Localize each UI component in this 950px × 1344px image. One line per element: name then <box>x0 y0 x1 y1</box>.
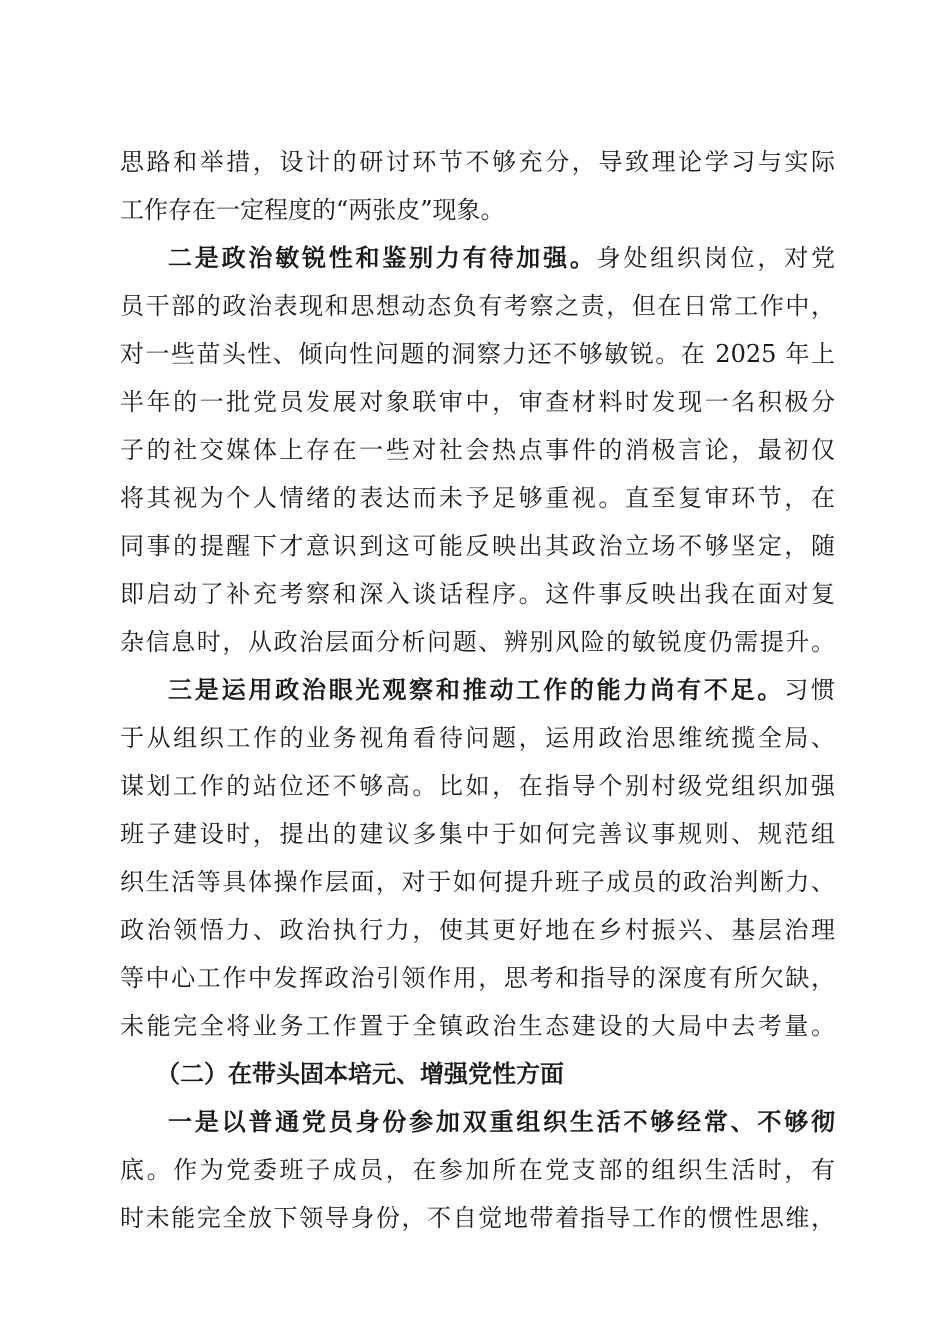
paragraph-line: 谋划工作的站位还不够高。比如，在指导个别村级党组织加强 <box>120 772 835 800</box>
paragraph-line: 员干部的政治表现和思想动态负有考察之责，但在日常工作中， <box>120 292 835 320</box>
paragraph-line: 时未能完全放下领导身份，不自觉地带着指导工作的惯性思维， <box>120 1204 835 1232</box>
paragraph-line: 同事的提醒下才意识到这可能反映出其政治立场不够坚定，随 <box>120 532 835 560</box>
paragraph-line: 即启动了补充考察和深入谈话程序。这件事反映出我在面对复 <box>120 580 835 608</box>
paragraph-line: 子的社交媒体上存在一些对社会热点事件的消极言论，最初仅 <box>120 436 835 464</box>
paragraph-line: 织生活等具体操作层面，对于如何提升班子成员的政治判断力、 <box>120 868 835 896</box>
paragraph-line: 对一些苗头性、倾向性问题的洞察力还不够敏锐。在 2025 年上 <box>120 340 835 368</box>
paragraph-lead: 三是运用政治眼光观察和推动工作的能力尚有不足。 <box>168 675 785 704</box>
paragraph-first-line <box>168 243 836 272</box>
paragraph-line: 思路和举措，设计的研讨环节不够充分，导致理论学习与实际 <box>120 148 835 176</box>
paragraph-text: 身处组织岗位，对党 <box>596 244 836 272</box>
paragraph-text: 习惯 <box>784 676 836 704</box>
section-heading: （二）在带头固本培元、增强党性方面 <box>156 1059 564 1088</box>
paragraph-line: 班子建设时，提出的建议多集中于如何完善议事规则、规范组 <box>120 820 835 848</box>
paragraph-lead: 二是政治敏锐性和鉴别力有待加强。 <box>168 243 597 272</box>
paragraph-line: 等中心工作中发挥政治引领作用，思考和指导的深度有所欠缺， <box>120 964 835 992</box>
paragraph-line: 底。作为党委班子成员，在参加所在党支部的组织生活时，有 <box>120 1156 835 1184</box>
paragraph-line: 杂信息时，从政治层面分析问题、辨别风险的敏锐度仍需提升。 <box>120 628 835 656</box>
paragraph-line: 于从组织工作的业务视角看待问题，运用政治思维统揽全局、 <box>120 724 835 752</box>
paragraph-line: 未能完全将业务工作置于全镇政治生态建设的大局中去考量。 <box>120 1012 835 1040</box>
paragraph-line: 政治领悟力、政治执行力，使其更好地在乡村振兴、基层治理 <box>120 916 835 944</box>
paragraph-line: 将其视为个人情绪的表达而未予足够重视。直至复审环节，在 <box>120 484 835 512</box>
paragraph-line: 工作存在一定程度的“两张皮”现象。 <box>120 196 505 224</box>
paragraph-lead: 一是以普通党员身份参加双重组织生活不够经常、不够彻 <box>168 1107 835 1136</box>
paragraph-line: 半年的一批党员发展对象联审中，审查材料时发现一名积极分 <box>120 388 835 416</box>
paragraph-first-line <box>168 675 836 704</box>
